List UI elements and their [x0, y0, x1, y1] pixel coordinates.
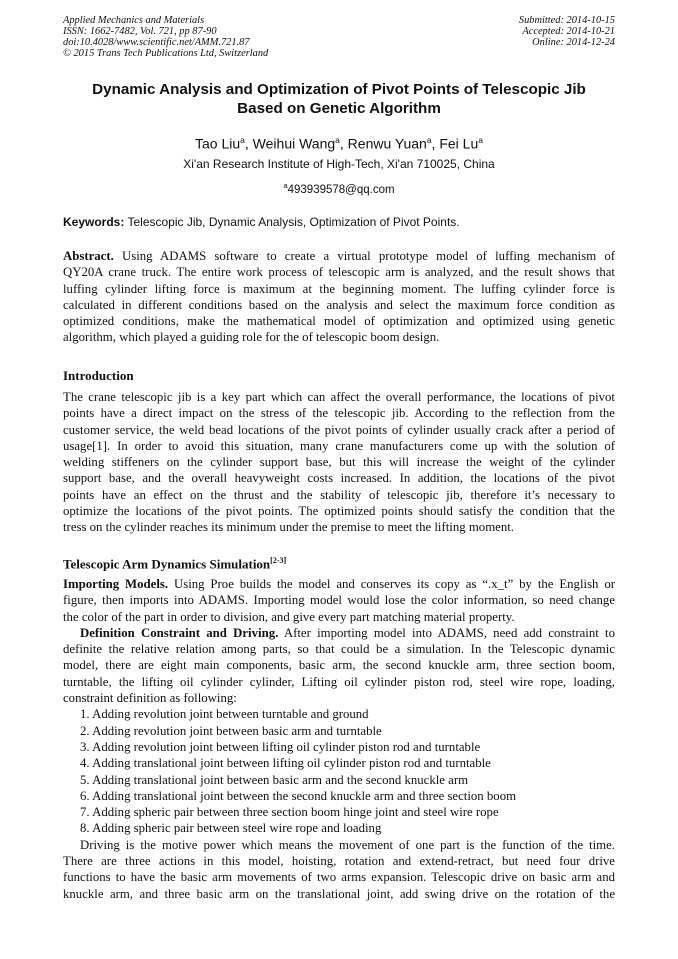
definition-line [63, 625, 615, 641]
intro-line: points have an effect on the thrust and the stability of telescopic jib, therefore it’s necessary to [63, 487, 615, 502]
accepted-date: Accepted: 2014-10-21 [522, 26, 615, 38]
constraint-list-item: 7. Adding spheric pair between three section boom hinge joint and steel wire rope [80, 805, 499, 820]
importing-line [63, 576, 615, 592]
submitted-date: Submitted: 2014-10-15 [518, 15, 615, 26]
introduction-body [63, 389, 615, 536]
intro-line: tress on the cylinder reaches its minimum under the premise to meet the lifting moment. [63, 520, 514, 535]
journal-header-right [519, 15, 615, 48]
intro-line: support base, and the overall heavyweight costs increased. In addition, the locations of the pivot [63, 471, 615, 486]
telescopic-heading-text: Telescopic Arm Dynamics Simulation [63, 556, 271, 572]
journal-header-left [63, 15, 268, 59]
keywords-text: Telescopic Jib, Dynamic Analysis, Optimization of Pivot Points. [127, 215, 460, 229]
importing-label: Importing Models. [63, 577, 169, 591]
abstract-line: optimized conditions, make the mathematical model of optimization and optimized using genetic [63, 314, 615, 329]
introduction-heading: Introduction [63, 368, 134, 383]
author-affil-mark: a [240, 135, 245, 145]
definition-line: constraint definition as following: [63, 691, 237, 706]
definition-line: turntable, the lifting oil cylinder cylinder, Lifting oil cylinder piston rod, steel wire rope, loading, [63, 674, 615, 689]
keywords-label: Keywords: [63, 215, 125, 229]
abstract-line: QY20A crane truck. The entire work process of telescopic arm is analyzed, and the result shows that [63, 265, 615, 280]
definition-line: model, there are eight main components, basic arm, the second knuckle arm, three section boom, [63, 658, 615, 673]
doi-line: doi:10.4028/www.scientific.net/AMM.721.87 [63, 37, 250, 49]
driving-line: functions to have the basic arm movements of two arms expansion. Telescopic drive on basic arm and [63, 870, 615, 885]
abstract [63, 248, 615, 346]
intro-line: optimize the locations of the pivot points. The optimized points should satisfy the condition that the [63, 504, 615, 519]
abstract-text: Using ADAMS software to create a virtual prototype model of luffing mechanism of [122, 249, 615, 263]
author-affil-mark: a [478, 135, 483, 145]
author-separator: , [244, 135, 253, 152]
intro-line: customer service, the weld bead locations of the pivot points of cylinder usually crack after a period of [63, 422, 615, 437]
intro-line: usage[1]. In order to avoid this situation, many crane manufacturers come up with the solution of [63, 438, 615, 453]
driving-line: knuckle arm, and three basic arm on the translational joint, add swing drive on the rotation of the [63, 886, 615, 901]
driving-line: Driving is the motive power which means the movement of one part is the function of the time. [80, 837, 615, 852]
author-name: Renwu Yuan [347, 135, 427, 152]
title-line-1: Dynamic Analysis and Optimization of Pivot Points of Telescopic Jib [92, 81, 586, 98]
driving-line: There are three actions in this model, hoisting, rotation and extend-retract, but need four drive [63, 854, 615, 869]
author-affil-mark: a [335, 135, 340, 145]
author-separator: , [431, 135, 440, 152]
abstract-line: algorithm, which played a guiding role for the of telescopic boom design. [63, 330, 440, 345]
definition-label: Definition Constraint and Driving. [80, 625, 279, 640]
journal-name: Applied Mechanics and Materials [63, 15, 205, 26]
definition-text: After importing model into ADAMS, need add constraint to [283, 625, 615, 640]
author-email [63, 178, 615, 198]
constraint-list-item: 8. Adding spheric pair between steel wire rope and loading [80, 821, 382, 836]
intro-line: The crane telescopic jib is a key part which can affect the overall performance, the locations of pivot [63, 390, 615, 404]
importing-text: Using Proe builds the model and conserves its copy as “.x_t” by the English or [173, 577, 615, 591]
importing-line: figure, then imports into ADAMS. Importing model would lose the color information, so need change [63, 593, 615, 608]
keywords [63, 215, 615, 230]
title-line-2: Based on Genetic Algorithm [237, 100, 441, 117]
author-name: Tao Liu [195, 135, 241, 152]
importing-line: the color of the part in order to division, and give every part matching material property. [63, 609, 515, 624]
email-address[interactable]: 493939578@qq.com [287, 183, 395, 196]
copyright-line: © 2015 Trans Tech Publications Ltd, Switzerland [63, 48, 269, 60]
constraint-list-item: 5. Adding translational joint between basic arm and the second knuckle arm [80, 772, 469, 787]
constraint-list-item: 2. Adding revolution joint between basic arm and turntable [80, 723, 382, 738]
issn-line: ISSN: 1662-7482, Vol. 721, pp 87-90 [63, 26, 217, 38]
abstract-line: calculated in different conditions based on the analysis and select the maximum force condition as [63, 297, 615, 312]
abstract-line: luffing cylinder lifting force is maximum at the beginning moment. The luffing cylinder force is [63, 281, 615, 296]
online-date: Online: 2014-12-24 [532, 37, 615, 49]
telescopic-body [63, 576, 615, 902]
author-name: Fei Lu [439, 135, 479, 152]
citation-ref[interactable]: [2-3] [270, 556, 287, 565]
telescopic-heading [63, 553, 286, 572]
constraint-list-item: 3. Adding revolution joint between lifting oil cylinder piston rod and turntable [80, 739, 481, 754]
paper-title [63, 80, 615, 118]
author-affil-mark: a [426, 135, 432, 145]
abstract-label: Abstract. [63, 249, 114, 263]
definition-line: definite the relative relation among parts, so that could be a simulation. In the Telescopic dynamic [63, 642, 615, 657]
intro-line: welding stiffeners on the cylinder support base, but this will increase the weight of the cylinder [63, 455, 615, 470]
author-name: Weihui Wang [252, 135, 336, 152]
author-separator: , [339, 135, 348, 152]
email-affil-mark: a [283, 181, 288, 190]
intro-line: points have a direct impact on the stress of the telescopic jib. According to the reflection from the [63, 406, 615, 421]
abstract-line [63, 248, 615, 264]
affiliation: Xi'an Research Institute of High-Tech, Xi'an 710025, China [183, 157, 495, 171]
constraint-list-item: 4. Adding translational joint between lifting oil cylinder piston rod and turntable [80, 756, 491, 771]
constraint-list-item: 6. Adding translational joint between the second knuckle arm and three section boom [80, 788, 517, 803]
constraint-list-item: 1. Adding revolution joint between turntable and ground [80, 707, 369, 722]
author-list [63, 131, 615, 153]
